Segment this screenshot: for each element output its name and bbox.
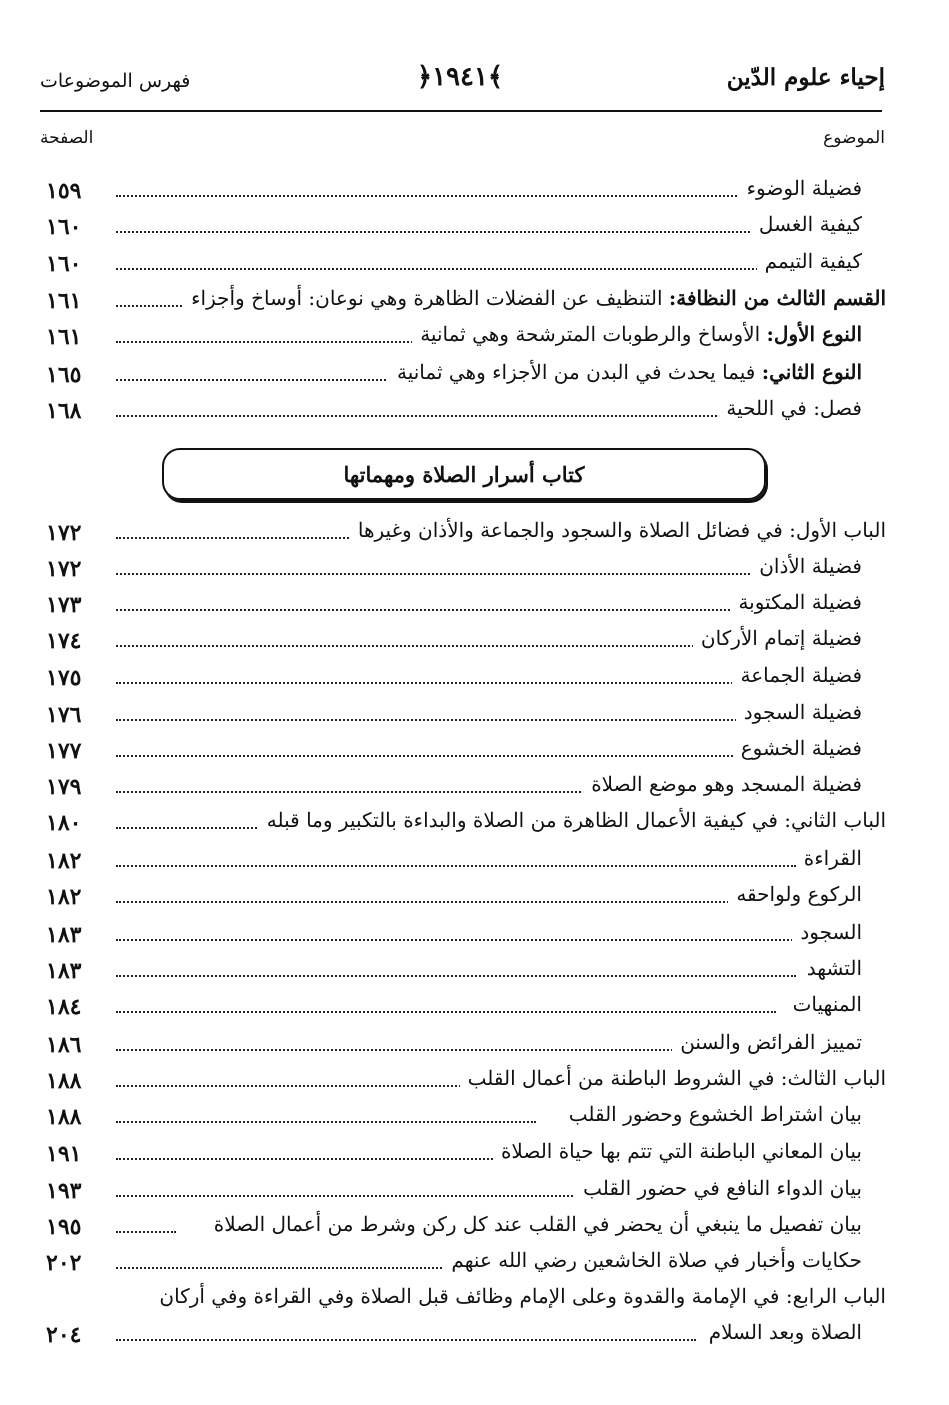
- toc-row: [40, 661, 886, 695]
- toc-page-number: ١٨٠: [46, 810, 82, 836]
- toc-title: المنهيات: [785, 992, 862, 1016]
- dot-leader: [116, 341, 416, 343]
- toc-page-number: ١٧٦: [46, 702, 82, 728]
- toc-page-number: ١٩١: [46, 1141, 82, 1167]
- toc-title-continued: الصلاة وبعد السلام: [701, 1320, 862, 1344]
- toc-row: [40, 358, 886, 392]
- toc-page-number: ١٧٥: [46, 665, 82, 691]
- toc-page-number: ١٨٤: [46, 994, 82, 1020]
- toc-page-number: ١٦١: [46, 288, 82, 314]
- toc-title-bold: النوع الثاني:: [761, 360, 862, 384]
- toc-row: [40, 1028, 886, 1062]
- toc-page-number: ١٥٩: [46, 178, 82, 204]
- toc-page-number: ١٦٠: [46, 251, 82, 277]
- dot-leader: [116, 573, 766, 575]
- toc-title: فضيلة الجماعة: [732, 663, 862, 687]
- dot-leader: [116, 1267, 446, 1269]
- toc-row: [40, 210, 886, 244]
- toc-title: فضيلة المسجد وهو موضع الصلاة: [583, 772, 862, 796]
- toc-row: [40, 247, 886, 281]
- toc-title-bold: القسم الثالث من النظافة:: [668, 286, 886, 310]
- toc-page-number: ١٨٣: [46, 922, 82, 948]
- book-heading: كتاب أسرار الصلاة ومهماتها: [343, 461, 585, 487]
- dot-leader: [116, 719, 756, 721]
- toc-title: كيفية الغسل: [751, 212, 862, 236]
- toc-title: كيفية التيمم: [757, 249, 862, 273]
- dot-leader: [116, 231, 786, 233]
- toc-row: [40, 1174, 886, 1208]
- toc-title: [183, 286, 886, 310]
- toc-title: السجود: [792, 920, 862, 944]
- toc-page-number: ٢٠٤: [46, 1322, 82, 1348]
- book-title: إحياء علوم الدّين: [726, 64, 885, 91]
- toc-title: فضيلة إتمام الأركان: [693, 626, 862, 650]
- toc-title-rest: الأوساخ والرطوبات المترشحة وهي ثمانية: [420, 322, 767, 346]
- dot-leader: [116, 901, 736, 903]
- toc-title: فضيلة الأذان: [751, 554, 862, 578]
- toc-page-number: ١٧٤: [46, 628, 82, 654]
- dot-leader: [116, 1011, 776, 1013]
- toc-title: حكايات وأخبار في صلاة الخاشعين رضي الله عنهم: [443, 1248, 862, 1272]
- section-title: فهرس الموضوعات: [40, 70, 191, 92]
- toc-row: [40, 1318, 886, 1352]
- toc-page-number: ١٧٢: [46, 556, 82, 582]
- dot-leader: [116, 865, 796, 867]
- toc-title: بيان الدواء النافع في حضور القلب: [575, 1176, 862, 1200]
- toc-title: فصل: في اللحية: [718, 396, 862, 420]
- toc-row: [40, 624, 886, 658]
- toc-title: التشهد: [799, 956, 862, 980]
- toc-title: الباب الثالث: في الشروط الباطنة من أعمال القلب: [460, 1066, 886, 1090]
- toc-title: فضيلة الوضوء: [739, 176, 862, 200]
- toc-row: [40, 552, 886, 586]
- toc-page-number: ١٨٢: [46, 848, 82, 874]
- toc-row: [40, 1100, 886, 1134]
- toc-title-rest: فيما يحدث في البدن من الأجزاء وهي ثمانية: [396, 360, 762, 384]
- toc-page-number: ١٧٢: [46, 520, 82, 546]
- toc-row: [40, 806, 886, 840]
- toc-page-number: ٢٠٢: [46, 1250, 82, 1276]
- page-number: ﴿١٩٤١﴾: [416, 62, 504, 92]
- dot-leader: [116, 755, 756, 757]
- toc-row: [40, 770, 886, 804]
- dot-leader: [116, 791, 616, 793]
- toc-row: [40, 588, 886, 622]
- toc-row: [40, 918, 886, 952]
- toc-page-number: ١٩٥: [46, 1214, 82, 1240]
- toc-title: فضيلة الخشوع: [733, 736, 862, 760]
- toc-title: الركوع ولواحقه: [728, 882, 862, 906]
- dot-leader: [116, 1231, 176, 1233]
- dot-leader: [116, 645, 706, 647]
- dot-leader: [116, 1049, 696, 1051]
- toc-row: [40, 1210, 886, 1244]
- toc-row: [40, 880, 886, 914]
- column-page-label: الصفحة: [40, 128, 94, 148]
- toc-title: [412, 322, 862, 346]
- toc-title-rest: التنظيف عن الفضلات الظاهرة وهي نوعان: أوساخ وأجزاء: [191, 286, 669, 310]
- dot-leader: [116, 1158, 516, 1160]
- dot-leader: [116, 939, 796, 941]
- toc-row: [40, 954, 886, 988]
- dot-leader: [116, 1339, 696, 1341]
- toc-page-number: ١٧٩: [46, 774, 82, 800]
- toc-row: [40, 734, 886, 768]
- toc-page-number: ١٨٢: [46, 884, 82, 910]
- toc-row: [40, 394, 886, 428]
- toc-page-number: ١٧٧: [46, 738, 82, 764]
- toc-page-number: ١٦٥: [46, 362, 82, 388]
- toc-title: تمييز الفرائض والسنن: [672, 1030, 862, 1054]
- toc-row: [40, 284, 886, 318]
- dot-leader: [116, 682, 756, 684]
- dot-leader: [116, 537, 356, 539]
- toc-row: [40, 174, 886, 208]
- toc-title: بيان المعاني الباطنة التي تتم بها حياة الصلاة: [493, 1139, 862, 1163]
- dot-leader: [116, 379, 386, 381]
- dot-leader: [116, 1121, 536, 1123]
- toc-title: فضيلة المكتوبة: [730, 590, 862, 614]
- toc-page-number: ١٦١: [46, 324, 82, 350]
- toc-row: [40, 990, 886, 1024]
- dot-leader: [116, 268, 786, 270]
- toc-title: فضيلة السجود: [736, 700, 862, 724]
- toc-page-number: ١٧٣: [46, 592, 82, 618]
- toc-row: [40, 1246, 886, 1280]
- toc-title: بيان اشتراط الخشوع وحضور القلب: [561, 1102, 862, 1126]
- toc-page-number: ١٨٦: [46, 1032, 82, 1058]
- toc-title: بيان تفصيل ما ينبغي أن يحضر في القلب عند كل ركن وشرط من أعمال الصلاة: [206, 1212, 862, 1236]
- toc-page-number: ١٨٨: [46, 1068, 82, 1094]
- toc-title: القراءة: [796, 846, 862, 870]
- toc-page-number: ١٨٣: [46, 958, 82, 984]
- toc-row: [40, 516, 886, 550]
- toc-title: [389, 360, 862, 384]
- dot-leader: [116, 975, 796, 977]
- dot-leader: [116, 415, 756, 417]
- dot-leader: [116, 609, 746, 611]
- toc-page-number: ١٦٠: [46, 214, 82, 240]
- toc-title-bold: النوع الأول:: [766, 322, 862, 346]
- toc-row: [40, 698, 886, 732]
- dot-leader: [116, 1085, 496, 1087]
- toc-title: الباب الأول: في فضائل الصلاة والسجود والجماعة والأذان وغيرها: [350, 518, 886, 542]
- dot-leader: [116, 1195, 596, 1197]
- toc-row: [40, 1137, 886, 1171]
- toc-page-number: ١٩٣: [46, 1178, 82, 1204]
- toc-title: الباب الثاني: في كيفية الأعمال الظاهرة من الصلاة والبداءة بالتكبير وما قبله: [259, 808, 886, 832]
- toc-page-number: ١٨٨: [46, 1104, 82, 1130]
- toc-row: [40, 844, 886, 878]
- toc-page-number: ١٦٨: [46, 398, 82, 424]
- toc-title: الباب الرابع: في الإمامة والقدوة وعلى الإمام وظائف قبل الصلاة وفي القراءة وفي أركان: [159, 1284, 886, 1308]
- book-heading-box: [162, 448, 766, 500]
- dot-leader: [116, 195, 756, 197]
- toc-row: [40, 320, 886, 354]
- toc-row: [40, 1064, 886, 1098]
- header-rule: [40, 110, 882, 112]
- column-topic-label: الموضوع: [823, 128, 885, 148]
